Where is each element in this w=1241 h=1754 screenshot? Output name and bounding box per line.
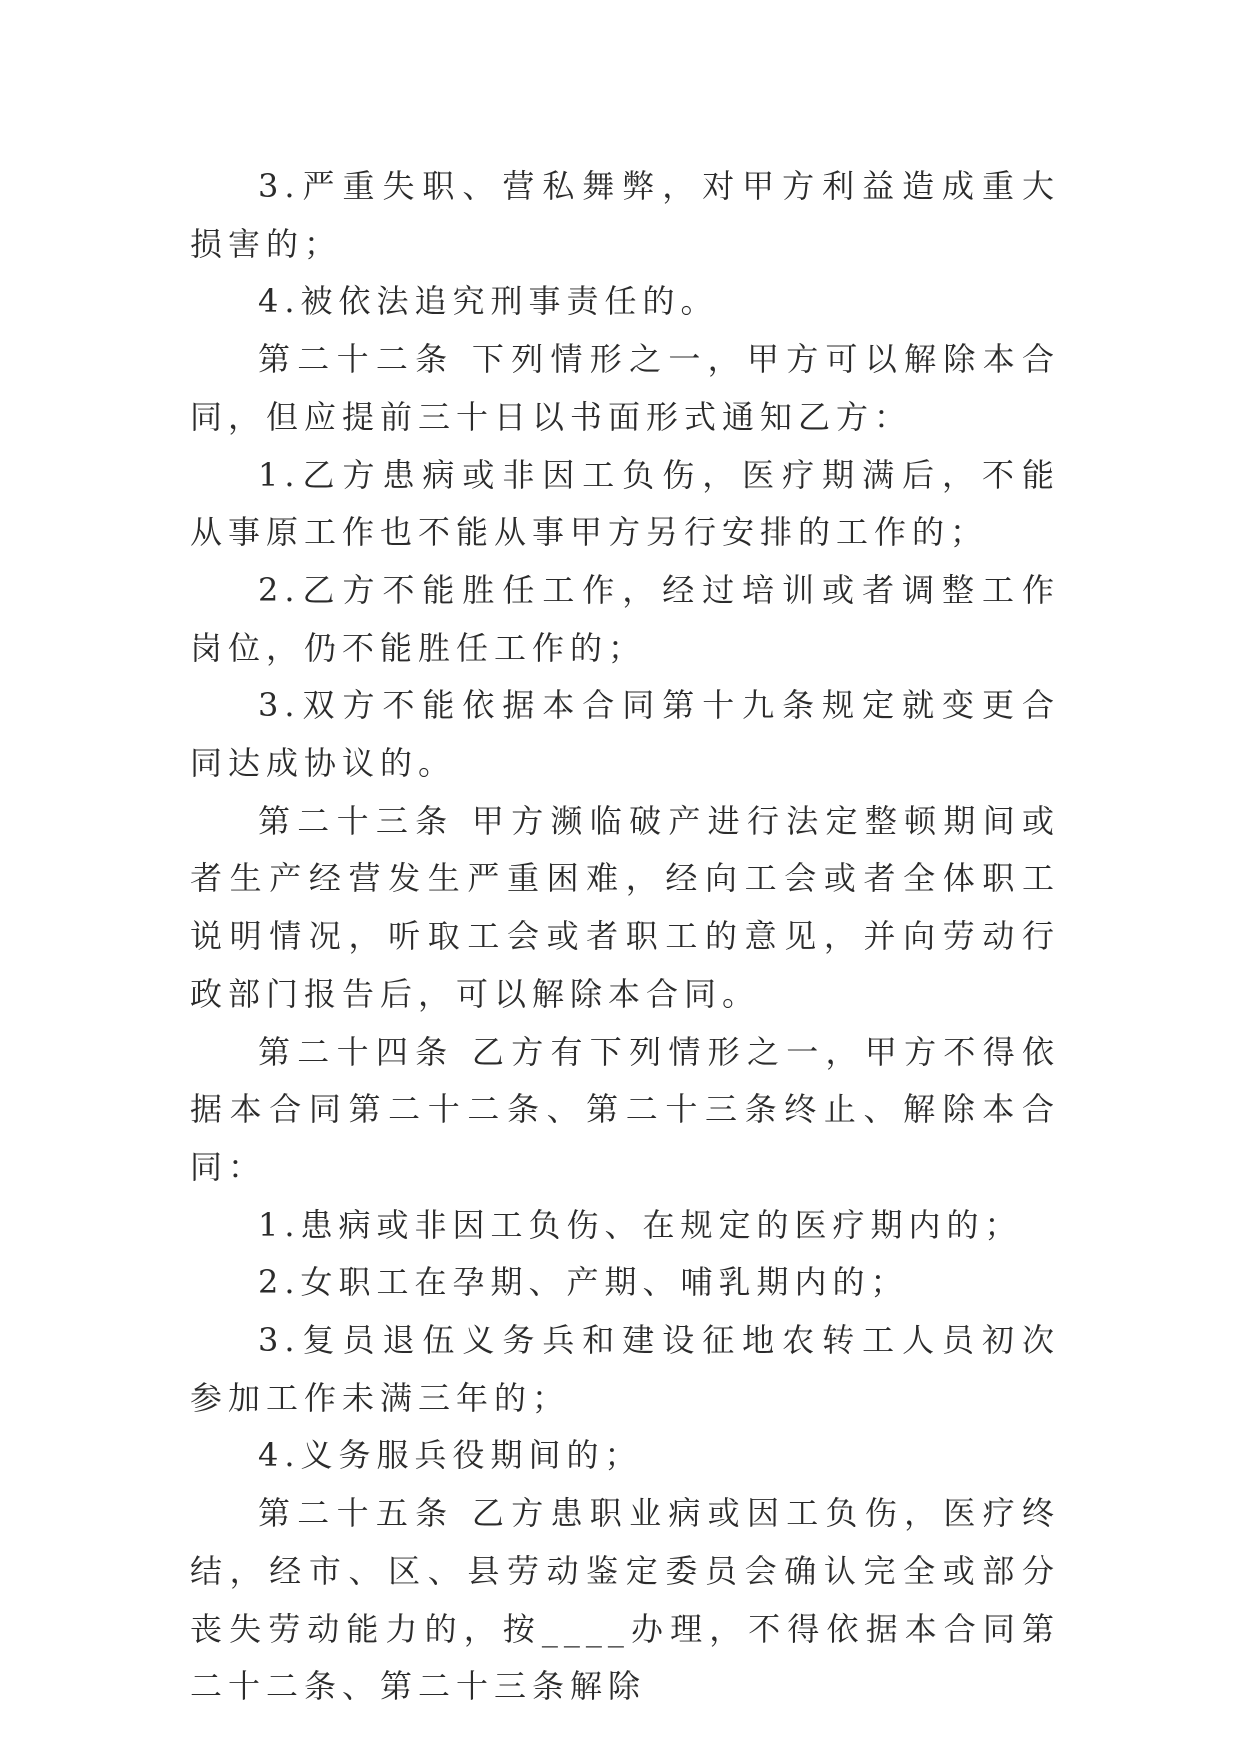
paragraph-article-22-item-3: 3.双方不能依据本合同第十九条规定就变更合同达成协议的。 — [190, 686, 1060, 783]
document-body — [190, 158, 1060, 1716]
paragraph-article-24-item-2: 2.女职工在孕期、产期、哺乳期内的； — [258, 1263, 909, 1302]
paragraph-article-25: 第二十五条 乙方患职业病或因工负伤，医疗终结，经市、区、县劳动鉴定委员会确认完全或部分丧失劳动能力的，按____办理，不得依据本合同第二十二条、第二十三条解除 — [190, 1494, 1060, 1706]
paragraph-article-23: 第二十三条 甲方濒临破产进行法定整顿期间或者生产经营发生严重困难，经向工会或者全体职工说明情况，听取工会或者职工的意见，并向劳动行政部门报告后，可以解除本合同。 — [190, 801, 1060, 1013]
paragraph-article-22: 第二十二条 下列情形之一，甲方可以解除本合同，但应提前三十日以书面形式通知乙方： — [190, 340, 1060, 436]
paragraph-article-24: 第二十四条 乙方有下列情形之一，甲方不得依据本合同第二十二条、第二十三条终止、解除本合同： — [190, 1032, 1060, 1186]
paragraph-article-24-item-1: 1.患病或非因工负伤、在规定的医疗期内的； — [258, 1205, 1023, 1244]
paragraph-article-24-item-3: 3.复员退伍义务兵和建设征地农转工人员初次参加工作未满三年的； — [190, 1321, 1060, 1417]
paragraph-clause-item-3: 3.严重失职、营私舞弊，对甲方利益造成重大损害的； — [190, 167, 1060, 263]
paragraph-article-24-item-4: 4.义务服兵役期间的； — [258, 1436, 643, 1475]
paragraph-clause-item-4: 4.被依法追究刑事责任的。 — [258, 282, 719, 321]
paragraph-article-22-item-1: 1.乙方患病或非因工负伤，医疗期满后，不能从事原工作也不能从事甲方另行安排的工作的； — [190, 455, 1060, 552]
paragraph-article-22-item-2: 2.乙方不能胜任工作，经过培训或者调整工作岗位，仍不能胜任工作的； — [190, 570, 1060, 667]
